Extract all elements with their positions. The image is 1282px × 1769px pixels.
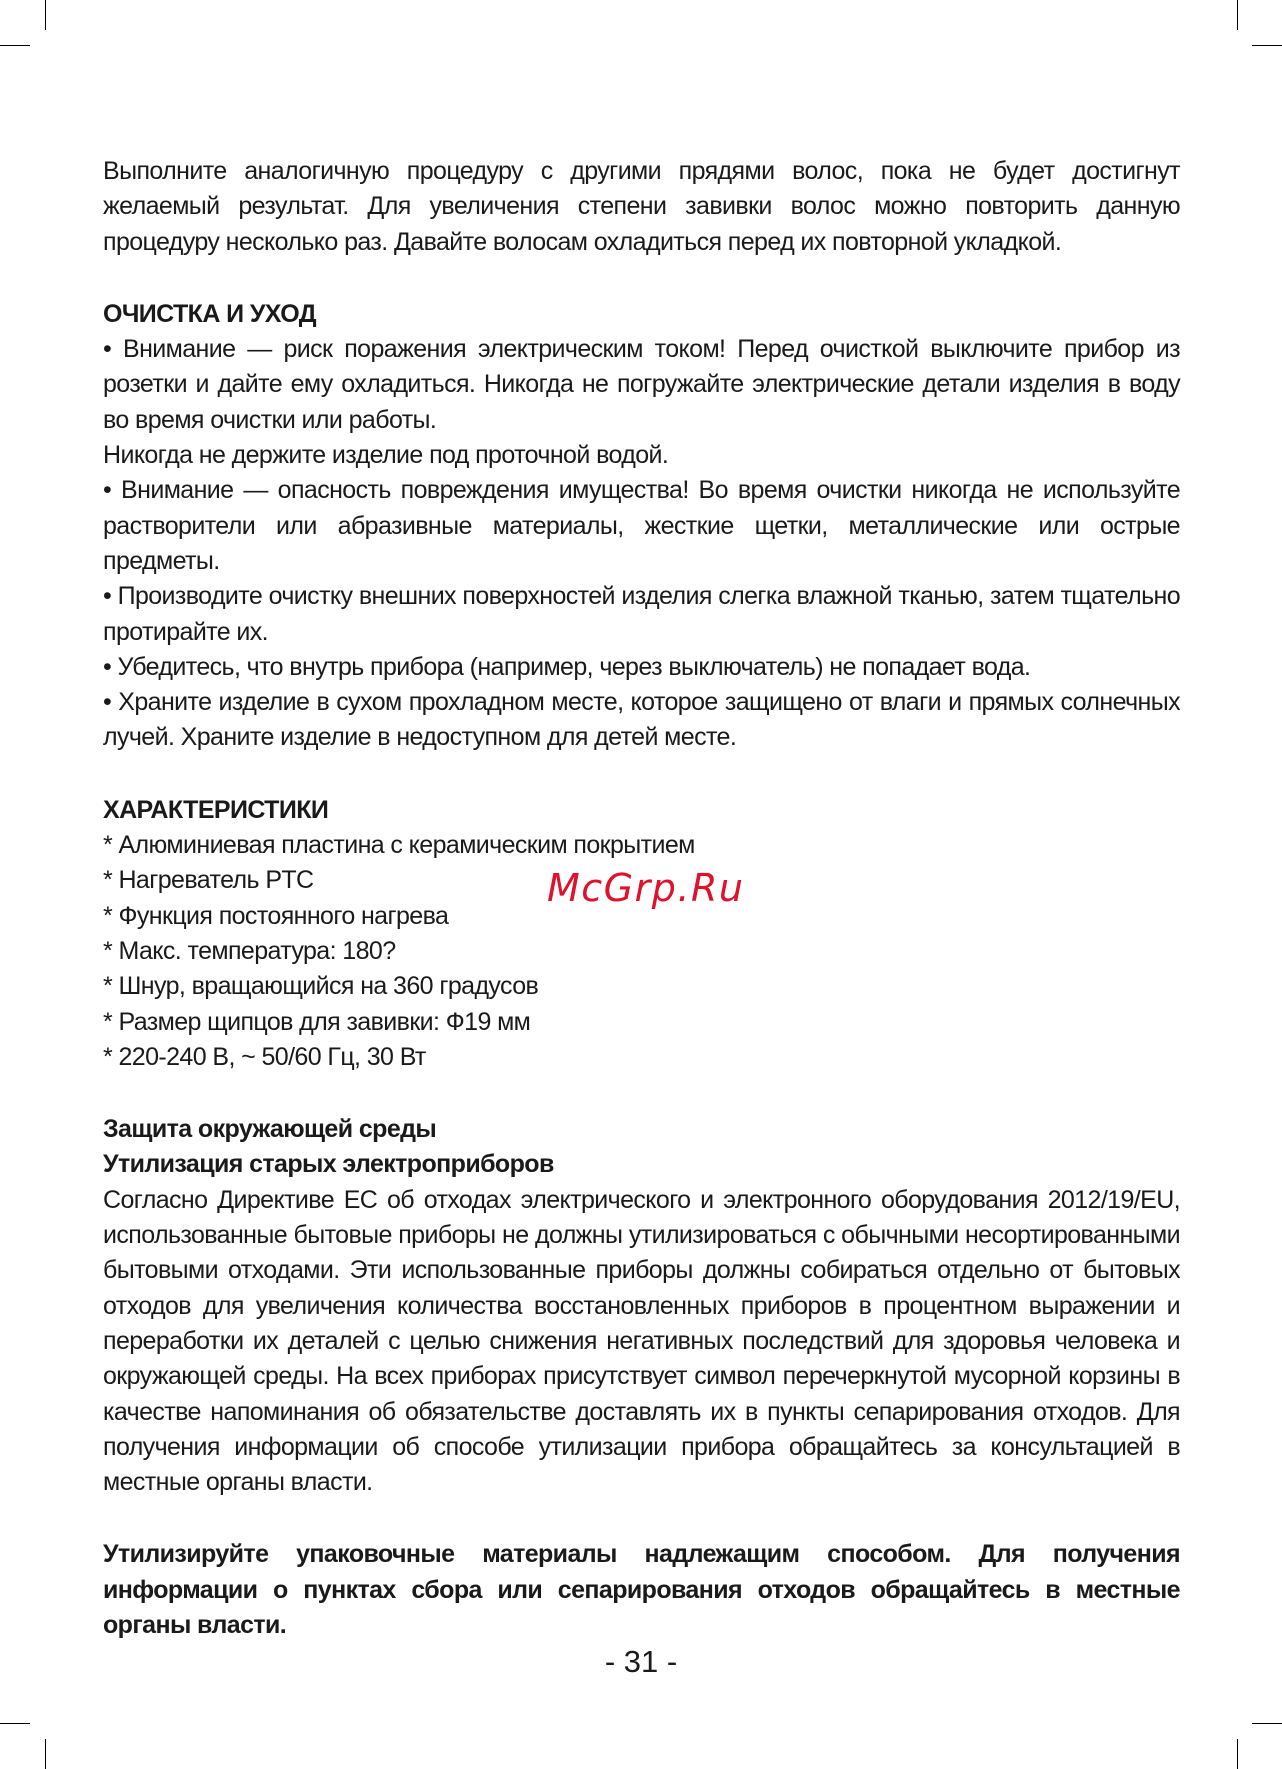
crop-mark [45,0,46,30]
environment-heading: Защита окружающей среды [103,1115,437,1144]
watermark-logo: McGrp.Ru [547,866,745,910]
specs-heading: ХАРАКТЕРИСТИКИ [103,795,329,824]
crop-mark [1237,1739,1238,1769]
crop-mark [0,45,30,46]
list-item: * Функция постоянного нагрева [103,901,449,930]
page-number: - 31 - [604,1644,678,1679]
list-item: * Макс. температура: 180? [103,936,396,965]
intro-paragraph: Выполните аналогичную процедуру с другими прядями волос, пока не будет достигнут желаемый результат. Для увеличения степени завивки волос можно повторить данную процедуру несколько раз. Давайте волосам охладиться перед их повторной укладкой. [103,157,1180,256]
list-item: * Нагреватель PTC [103,866,314,895]
crop-mark [1252,1723,1282,1724]
cleaning-storage: • Храните изделие в сухом прохладном месте, которое защищено от влаги и прямых солнечных лучей. Храните изделие в недоступном для детей месте. [103,688,1180,752]
cleaning-wipe: • Производите очистку внешних поверхностей изделия слегка влажной тканью, затем тщательно протирайте их. [103,582,1180,646]
list-item: * Шнур, вращающийся на 360 градусов [103,972,539,1001]
cleaning-no-water: Никогда не держите изделие под проточной водой. [103,441,669,470]
list-item: * Размер щипцов для завивки: Ф19 мм [103,1007,531,1036]
crop-mark [45,1739,46,1769]
disposal-heading: Утилизация старых электроприборов [103,1150,554,1179]
disposal-paragraph: Согласно Директиве ЕС об отходах электрического и электронного оборудования 2012/19/EU, использованные бытовые приборы не должны утилизироваться с обычными несортированными бытовыми отходами. Эти использованные приборы должны собираться отдельно от бытовых отходов для увеличения количества восстановленных приборов в процентном выражении и переработки их деталей с целью снижения негативных последствий для здоровья человека и окружающей среды. На всех приборах присутствует символ перечеркнутой мусорной корзины в качестве напоминания об обязательстве доставлять их в пункты сепарирования отходов. Для получения информации об способе утилизации прибора обращайтесь за консультацией в местные органы власти. [103,1185,1180,1497]
list-item: * Алюминиевая пластина с керамическим покрытием [103,831,695,860]
list-item: * 220-240 В, ~ 50/60 Гц, 30 Вт [103,1042,426,1071]
packaging-note: Утилизируйте упаковочные материалы надлежащим способом. Для получения информации о пунктах сбора или сепарирования отходов обращайтесь в местные органы власти. [103,1540,1180,1639]
crop-mark [1237,0,1238,30]
cleaning-heading: ОЧИСТКА И УХОД [103,299,316,328]
cleaning-warning-shock: • Внимание — риск поражения электрическим током! Перед очисткой выключите прибор из розетки и дайте ему охладиться. Никогда не погружайте электрические детали изделия в воду во время очистки или работы. [103,335,1180,434]
crop-mark [1252,45,1282,46]
cleaning-water-ingress: • Убедитесь, что внутрь прибора (например, через выключатель) не попадает вода. [103,652,1031,681]
crop-mark [0,1723,30,1724]
cleaning-warning-property: • Внимание — опасность повреждения имущества! Во время очистки никогда не используйте растворители или абразивные материалы, жесткие щетки, металлические или острые предметы. [103,476,1180,575]
